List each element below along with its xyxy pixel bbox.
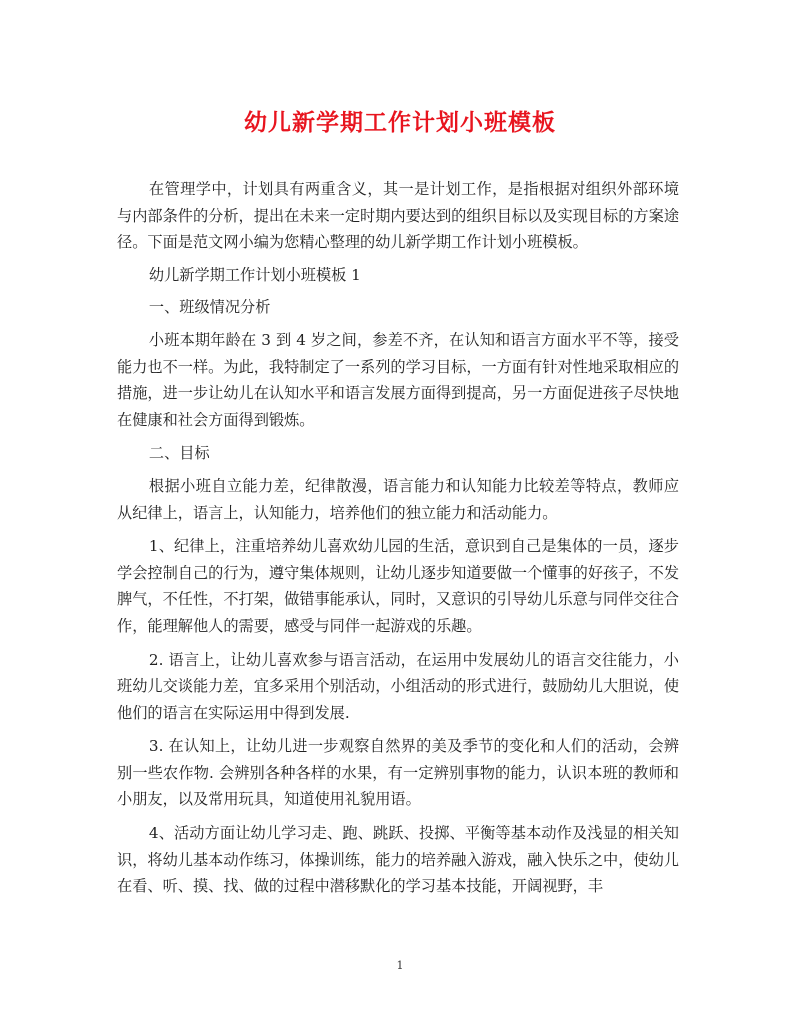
language-paragraph: 2. 语言上，让幼儿喜欢参与语言活动，在运用中发展幼儿的语言交往能力，小班幼儿交谈能力差，宜多采用个别活动，小组活动的形式进行，鼓励幼儿大胆说，使他们的语言在实际运用中得到发展. — [117, 650, 679, 722]
intro-paragraph: 在管理学中，计划具有两重含义，其一是计划工作，是指根据对组织外部环境与内部条件的分析，提出在未来一定时期内要达到的组织目标以及实现目标的方案途径。下面是范文网小编为您精心整理的幼儿新学期工作计划小班模板。 — [117, 180, 679, 252]
section-heading-class-analysis: 一、班级情况分析 — [148, 298, 271, 317]
class-analysis-paragraph: 小班本期年龄在 3 到 4 岁之间，参差不齐，在认知和语言方面水平不等，接受能力也不一样。为此，我特制定了一系列的学习目标，一方面有针对性地采取相应的措施，进一步让幼儿在认知水平和语言发展方面得到提高，另一方面促进孩子尽快地在健康和社会方面得到锻炼。 — [117, 330, 679, 429]
document-body — [117, 176, 679, 907]
page-number: 1 — [396, 959, 404, 972]
goals-paragraph: 根据小班自立能力差，纪律散漫，语言能力和认知能力比较差等特点，教师应从纪律上，语言上，认知能力，培养他们的独立能力和活动能力。 — [117, 476, 679, 522]
section-heading-goals: 二、目标 — [148, 444, 210, 463]
section-heading-template-1: 幼儿新学期工作计划小班模板 1 — [148, 265, 361, 284]
cognition-paragraph: 3. 在认知上，让幼儿进一步观察自然界的美及季节的变化和人们的活动，会辨别一些农作物. 会辨别各种各样的水果，有一定辨别事物的能力，认识本班的教师和小朋友，以及常用玩具，知道使用礼貌用语。 — [117, 737, 679, 809]
activity-paragraph: 4、活动方面让幼儿学习走、跑、跳跃、投掷、平衡等基本动作及浅显的相关知识，将幼儿基本动作练习，体操训练，能力的培养融入游戏，融入快乐之中，使幼儿在看、听、摸、找、做的过程中潜移默化的学习基本技能，开阔视野，丰 — [117, 824, 679, 896]
discipline-paragraph: 1、纪律上，注重培养幼儿喜欢幼儿园的生活，意识到自己是集体的一员，逐步学会控制自己的行为，遵守集体规则，让幼儿逐步知道要做一个懂事的好孩子，不发脾气，不任性，不打架，做错事能承认，同时，又意识的引导幼儿乐意与同伴交往合作，能理解他人的需要，感受与同伴一起游戏的乐趣。 — [117, 537, 679, 635]
document-title: 幼儿新学期工作计划小班模板 — [244, 109, 556, 136]
